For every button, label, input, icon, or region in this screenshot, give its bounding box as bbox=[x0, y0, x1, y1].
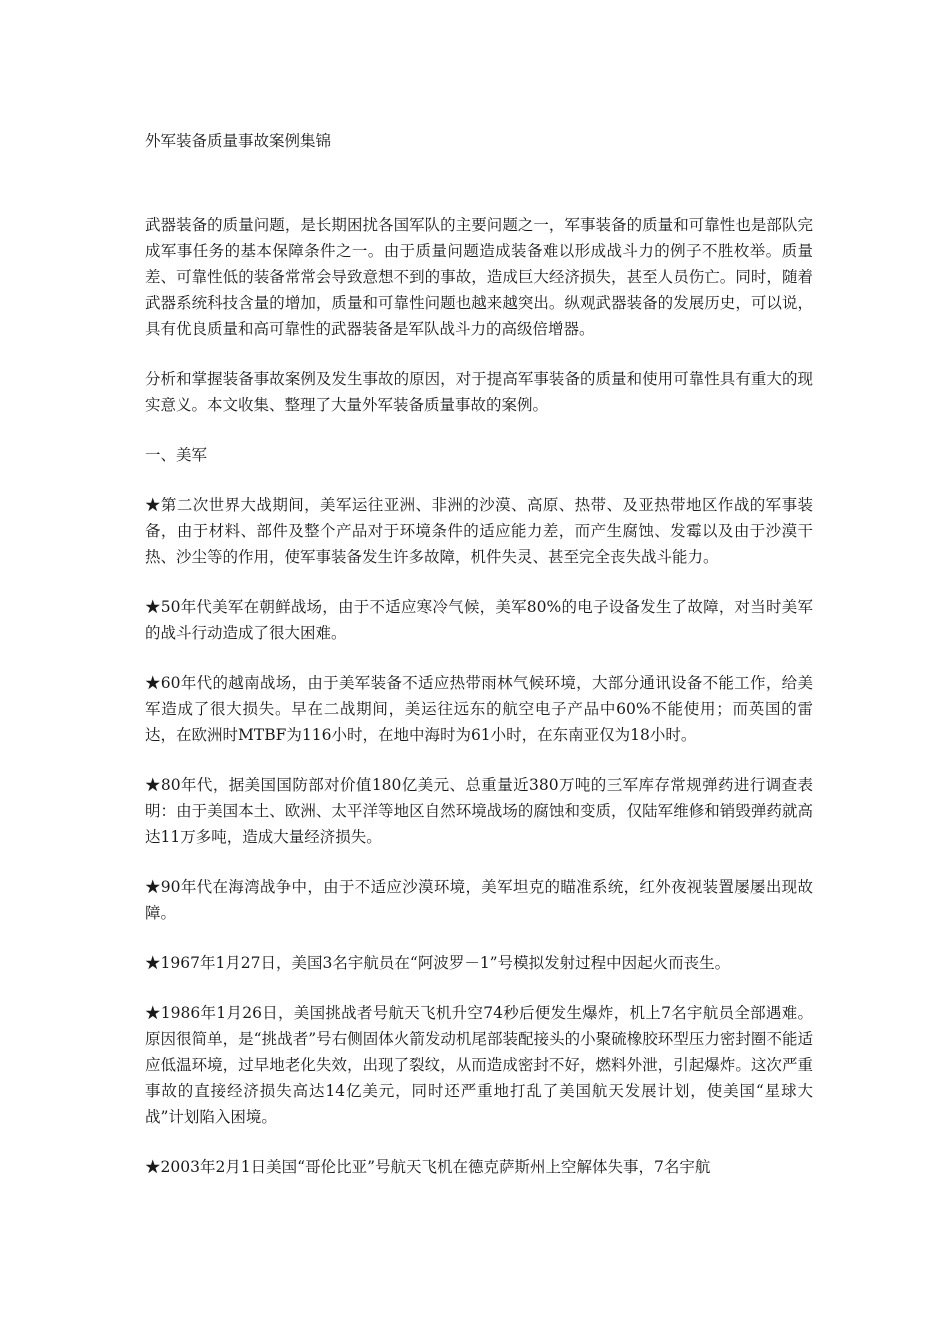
case-paragraph: ★2003年2月1日美国“哥伦比亚”号航天飞机在德克萨斯州上空解体失事，7名宇航 bbox=[145, 1158, 711, 1176]
intro-paragraph: 分析和掌握装备事故案例及发生事故的原因，对于提高军事装备的质量和使用可靠性具有重大的现实意义。本文收集、整理了大量外军装备质量事故的案例。 bbox=[145, 370, 813, 414]
case-paragraph: ★1967年1月27日，美国3名宇航员在“阿波罗－1”号模拟发射过程中因起火而丧生。 bbox=[145, 954, 731, 972]
case-paragraph: ★60年代的越南战场，由于美军装备不适应热带雨林气候环境，大部分通讯设备不能工作，给美军造成了很大损失。早在二战期间，美运往远东的航空电子产品中60%不能使用；而英国的雷达，在欧洲时MTBF为116小时，在地中海时为61小时，在东南亚仅为18小时。 bbox=[145, 674, 813, 744]
document-body bbox=[145, 128, 813, 1204]
case-paragraph: ★第二次世界大战期间，美军运往亚洲、非洲的沙漠、高原、热带、及亚热带地区作战的军事装备，由于材料、部件及整个产品对于环境条件的适应能力差，而产生腐蚀、发霉以及由于沙漠干热、沙尘等的作用，使军事装备发生许多故障，机件失灵、甚至完全丧失战斗能力。 bbox=[145, 496, 813, 566]
case-paragraph: ★1986年1月26日，美国挑战者号航天飞机升空74秒后便发生爆炸，机上7名宇航员全部遇难。原因很简单，是“挑战者”号右侧固体火箭发动机尾部装配接头的小聚硫橡胶环型压力密封圈不能适应低温环境，过早地老化失效，出现了裂纹，从而造成密封不好，燃料外泄，引起爆炸。这次严重事故的直接经济损失高达14亿美元，同时还严重地打乱了美国航天发展计划，使美国“星球大战”计划陷入困境。 bbox=[145, 1004, 813, 1126]
document-title: 外军装备质量事故案例集锦 bbox=[145, 132, 332, 150]
case-paragraph: ★80年代，据美国国防部对价值180亿美元、总重量近380万吨的三军库存常规弹药进行调查表明：由于美国本土、欧洲、太平洋等地区自然环境战场的腐蚀和变质，仅陆军维修和销毁弹药就高达11万多吨，造成大量经济损失。 bbox=[145, 776, 813, 846]
case-paragraph: ★50年代美军在朝鲜战场，由于不适应寒冷气候，美军80%的电子设备发生了故障，对当时美军的战斗行动造成了很大困难。 bbox=[145, 598, 813, 642]
intro-paragraph: 武器装备的质量问题，是长期困扰各国军队的主要问题之一，军事装备的质量和可靠性也是部队完成军事任务的基本保障条件之一。由于质量问题造成装备难以形成战斗力的例子不胜枚举。质量差、可靠性低的装备常常会导致意想不到的事故，造成巨大经济损失，甚至人员伤亡。同时，随着武器系统科技含量的增加，质量和可靠性问题也越来越突出。纵观武器装备的发展历史，可以说，具有优良质量和高可靠性的武器装备是军队战斗力的高级倍增器。 bbox=[145, 216, 813, 338]
section-heading: 一、美军 bbox=[145, 446, 208, 464]
case-paragraph: ★90年代在海湾战争中，由于不适应沙漠环境，美军坦克的瞄准系统，红外夜视装置屡屡出现故障。 bbox=[145, 878, 813, 922]
